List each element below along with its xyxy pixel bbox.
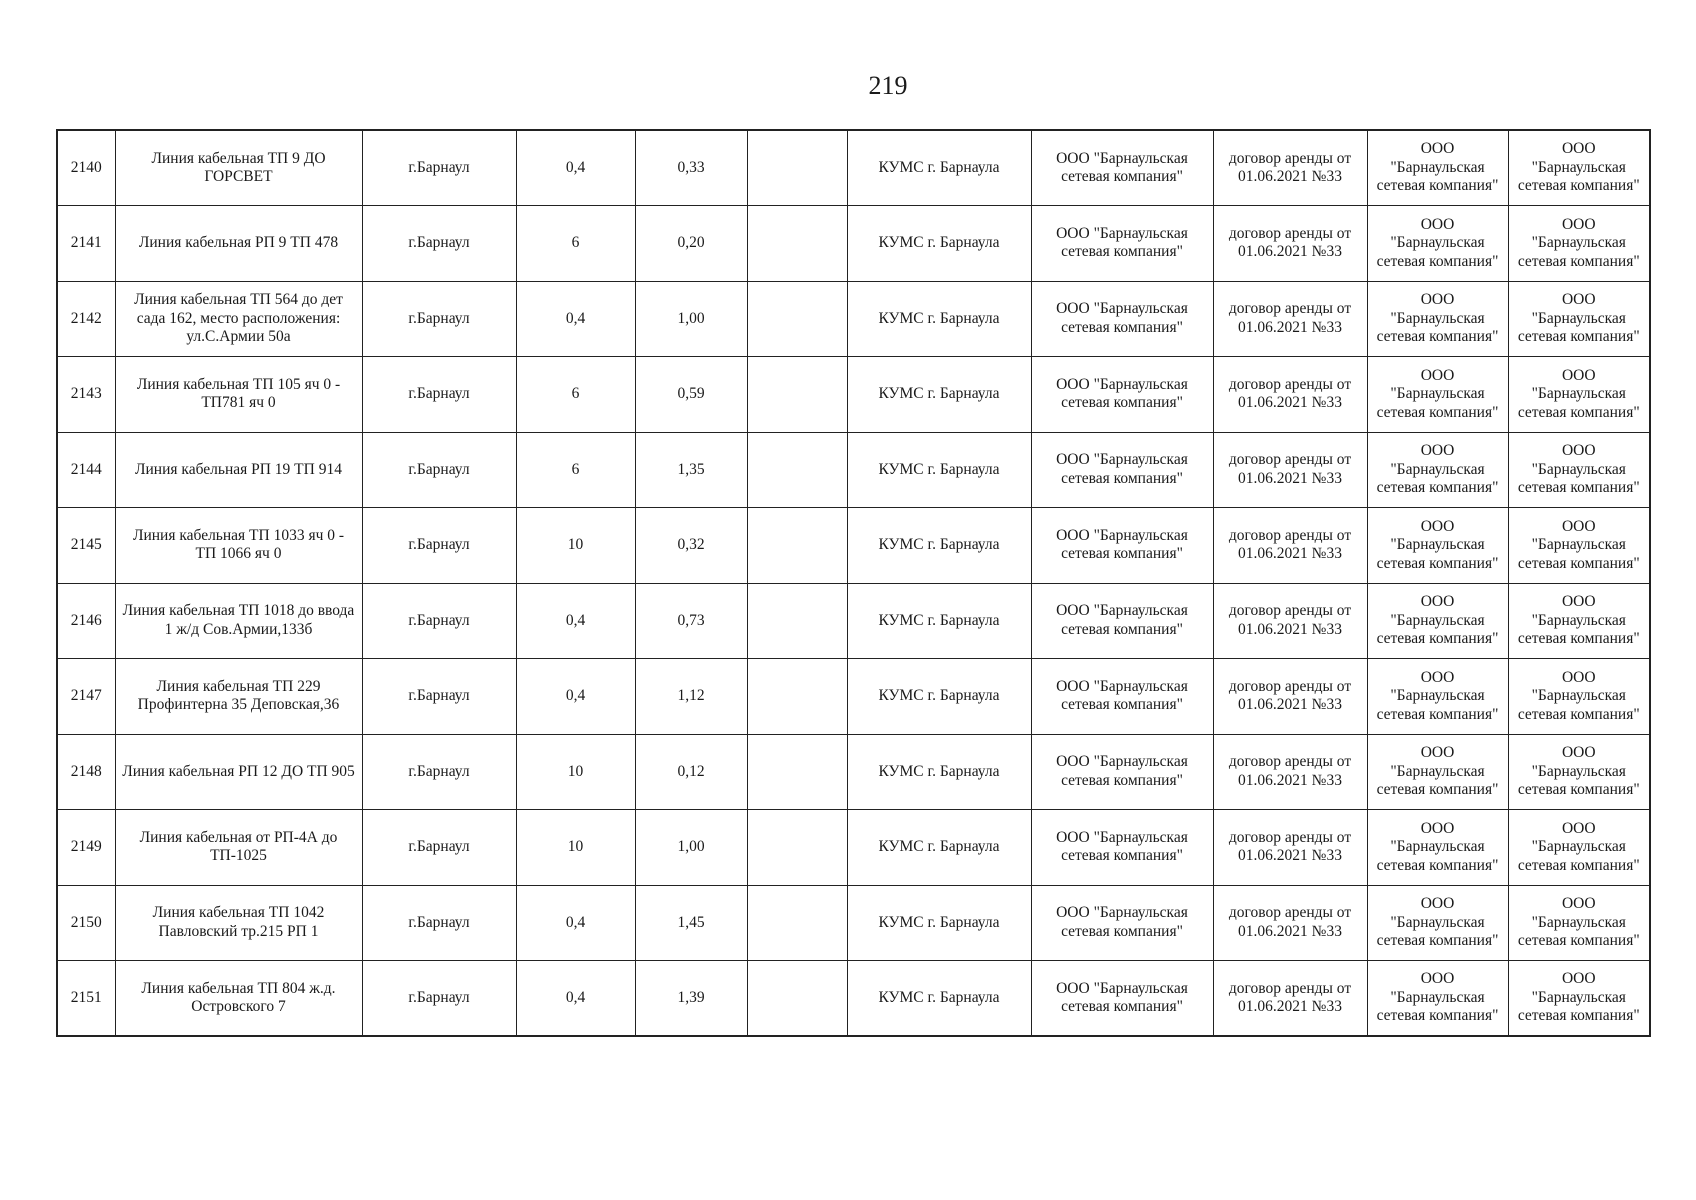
operator-cell: ООО "Барнаульская сетевая компания" — [1031, 810, 1213, 886]
row-number-cell: 2140 — [57, 130, 115, 206]
user-cell: ООО "Барнаульская сетевая компания" — [1508, 734, 1650, 810]
empty-cell — [747, 583, 847, 659]
object-name-cell: Линия кабельная ТП 229 Профинтерна 35 Деповская,36 — [115, 659, 362, 735]
holder-cell: ООО "Барнаульская сетевая компания" — [1367, 357, 1508, 433]
owner-cell: КУМС г. Барнаула — [847, 961, 1031, 1037]
table-row — [57, 961, 1650, 1037]
length-cell: 0,32 — [635, 508, 747, 584]
length-cell: 0,59 — [635, 357, 747, 433]
length-cell: 0,20 — [635, 206, 747, 282]
length-cell: 0,73 — [635, 583, 747, 659]
empty-cell — [747, 281, 847, 357]
owner-cell: КУМС г. Барнаула — [847, 583, 1031, 659]
row-number-cell: 2148 — [57, 734, 115, 810]
voltage-cell: 10 — [516, 508, 635, 584]
object-name-cell: Линия кабельная ТП 1018 до ввода 1 ж/д Сов.Армии,133б — [115, 583, 362, 659]
location-cell: г.Барнаул — [362, 206, 516, 282]
row-number-cell: 2141 — [57, 206, 115, 282]
table-row — [57, 734, 1650, 810]
row-number-cell: 2142 — [57, 281, 115, 357]
user-cell: ООО "Барнаульская сетевая компания" — [1508, 357, 1650, 433]
owner-cell: КУМС г. Барнаула — [847, 508, 1031, 584]
user-cell: ООО "Барнаульская сетевая компания" — [1508, 508, 1650, 584]
empty-cell — [747, 659, 847, 735]
table-row — [57, 432, 1650, 508]
row-number-cell: 2147 — [57, 659, 115, 735]
operator-cell: ООО "Барнаульская сетевая компания" — [1031, 659, 1213, 735]
operator-cell: ООО "Барнаульская сетевая компания" — [1031, 432, 1213, 508]
location-cell: г.Барнаул — [362, 810, 516, 886]
empty-cell — [747, 508, 847, 584]
length-cell: 0,33 — [635, 130, 747, 206]
owner-cell: КУМС г. Барнаула — [847, 734, 1031, 810]
row-number-cell: 2143 — [57, 357, 115, 433]
registry-table — [56, 129, 1651, 1037]
basis-cell: договор аренды от 01.06.2021 №33 — [1213, 206, 1367, 282]
basis-cell: договор аренды от 01.06.2021 №33 — [1213, 357, 1367, 433]
owner-cell: КУМС г. Барнаула — [847, 357, 1031, 433]
voltage-cell: 0,4 — [516, 885, 635, 961]
basis-cell: договор аренды от 01.06.2021 №33 — [1213, 508, 1367, 584]
user-cell: ООО "Барнаульская сетевая компания" — [1508, 659, 1650, 735]
voltage-cell: 0,4 — [516, 961, 635, 1037]
page-number: 219 — [868, 71, 908, 100]
location-cell: г.Барнаул — [362, 281, 516, 357]
row-number-cell: 2145 — [57, 508, 115, 584]
table-row — [57, 659, 1650, 735]
voltage-cell: 0,4 — [516, 659, 635, 735]
length-cell: 1,00 — [635, 810, 747, 886]
holder-cell: ООО "Барнаульская сетевая компания" — [1367, 659, 1508, 735]
location-cell: г.Барнаул — [362, 961, 516, 1037]
empty-cell — [747, 810, 847, 886]
object-name-cell: Линия кабельная ТП 1033 яч 0 - ТП 1066 яч 0 — [115, 508, 362, 584]
voltage-cell: 6 — [516, 432, 635, 508]
operator-cell: ООО "Барнаульская сетевая компания" — [1031, 281, 1213, 357]
operator-cell: ООО "Барнаульская сетевая компания" — [1031, 206, 1213, 282]
object-name-cell: Линия кабельная ТП 9 ДО ГОРСВЕТ — [115, 130, 362, 206]
operator-cell: ООО "Барнаульская сетевая компания" — [1031, 961, 1213, 1037]
holder-cell: ООО "Барнаульская сетевая компания" — [1367, 432, 1508, 508]
object-name-cell: Линия кабельная ТП 105 яч 0 - ТП781 яч 0 — [115, 357, 362, 433]
owner-cell: КУМС г. Барнаула — [847, 206, 1031, 282]
user-cell: ООО "Барнаульская сетевая компания" — [1508, 281, 1650, 357]
operator-cell: ООО "Барнаульская сетевая компания" — [1031, 734, 1213, 810]
user-cell: ООО "Барнаульская сетевая компания" — [1508, 961, 1650, 1037]
basis-cell: договор аренды от 01.06.2021 №33 — [1213, 810, 1367, 886]
basis-cell: договор аренды от 01.06.2021 №33 — [1213, 885, 1367, 961]
table-row — [57, 583, 1650, 659]
user-cell: ООО "Барнаульская сетевая компания" — [1508, 206, 1650, 282]
object-name-cell: Линия кабельная ТП 804 ж.д. Островского 7 — [115, 961, 362, 1037]
location-cell: г.Барнаул — [362, 130, 516, 206]
basis-cell: договор аренды от 01.06.2021 №33 — [1213, 130, 1367, 206]
row-number-cell: 2151 — [57, 961, 115, 1037]
owner-cell: КУМС г. Барнаула — [847, 281, 1031, 357]
holder-cell: ООО "Барнаульская сетевая компания" — [1367, 810, 1508, 886]
location-cell: г.Барнаул — [362, 432, 516, 508]
owner-cell: КУМС г. Барнаула — [847, 885, 1031, 961]
operator-cell: ООО "Барнаульская сетевая компания" — [1031, 130, 1213, 206]
voltage-cell: 0,4 — [516, 583, 635, 659]
voltage-cell: 6 — [516, 357, 635, 433]
location-cell: г.Барнаул — [362, 734, 516, 810]
voltage-cell: 0,4 — [516, 130, 635, 206]
empty-cell — [747, 432, 847, 508]
empty-cell — [747, 130, 847, 206]
basis-cell: договор аренды от 01.06.2021 №33 — [1213, 734, 1367, 810]
operator-cell: ООО "Барнаульская сетевая компания" — [1031, 885, 1213, 961]
user-cell: ООО "Барнаульская сетевая компания" — [1508, 130, 1650, 206]
table-body — [57, 130, 1650, 1036]
empty-cell — [747, 357, 847, 433]
row-number-cell: 2146 — [57, 583, 115, 659]
table-row — [57, 130, 1650, 206]
object-name-cell: Линия кабельная от РП-4А до ТП-1025 — [115, 810, 362, 886]
empty-cell — [747, 206, 847, 282]
length-cell: 1,35 — [635, 432, 747, 508]
holder-cell: ООО "Барнаульская сетевая компания" — [1367, 508, 1508, 584]
empty-cell — [747, 961, 847, 1037]
length-cell: 0,12 — [635, 734, 747, 810]
object-name-cell: Линия кабельная РП 19 ТП 914 — [115, 432, 362, 508]
basis-cell: договор аренды от 01.06.2021 №33 — [1213, 583, 1367, 659]
table-row — [57, 508, 1650, 584]
operator-cell: ООО "Барнаульская сетевая компания" — [1031, 357, 1213, 433]
user-cell: ООО "Барнаульская сетевая компания" — [1508, 885, 1650, 961]
voltage-cell: 0,4 — [516, 281, 635, 357]
holder-cell: ООО "Барнаульская сетевая компания" — [1367, 961, 1508, 1037]
row-number-cell: 2149 — [57, 810, 115, 886]
empty-cell — [747, 885, 847, 961]
voltage-cell: 10 — [516, 810, 635, 886]
operator-cell: ООО "Барнаульская сетевая компания" — [1031, 508, 1213, 584]
owner-cell: КУМС г. Барнаула — [847, 130, 1031, 206]
basis-cell: договор аренды от 01.06.2021 №33 — [1213, 961, 1367, 1037]
basis-cell: договор аренды от 01.06.2021 №33 — [1213, 432, 1367, 508]
user-cell: ООО "Барнаульская сетевая компания" — [1508, 583, 1650, 659]
table-row — [57, 810, 1650, 886]
row-number-cell: 2150 — [57, 885, 115, 961]
holder-cell: ООО "Барнаульская сетевая компания" — [1367, 206, 1508, 282]
voltage-cell: 10 — [516, 734, 635, 810]
location-cell: г.Барнаул — [362, 885, 516, 961]
object-name-cell: Линия кабельная ТП 564 до дет сада 162, место расположения: ул.С.Армии 50а — [115, 281, 362, 357]
table-row — [57, 357, 1650, 433]
user-cell: ООО "Барнаульская сетевая компания" — [1508, 432, 1650, 508]
table-row — [57, 206, 1650, 282]
holder-cell: ООО "Барнаульская сетевая компания" — [1367, 885, 1508, 961]
object-name-cell: Линия кабельная РП 9 ТП 478 — [115, 206, 362, 282]
length-cell: 1,39 — [635, 961, 747, 1037]
object-name-cell: Линия кабельная ТП 1042 Павловский тр.215 РП 1 — [115, 885, 362, 961]
length-cell: 1,00 — [635, 281, 747, 357]
row-number-cell: 2144 — [57, 432, 115, 508]
user-cell: ООО "Барнаульская сетевая компания" — [1508, 810, 1650, 886]
holder-cell: ООО "Барнаульская сетевая компания" — [1367, 281, 1508, 357]
owner-cell: КУМС г. Барнаула — [847, 432, 1031, 508]
empty-cell — [747, 734, 847, 810]
table-row — [57, 885, 1650, 961]
basis-cell: договор аренды от 01.06.2021 №33 — [1213, 659, 1367, 735]
location-cell: г.Барнаул — [362, 583, 516, 659]
object-name-cell: Линия кабельная РП 12 ДО ТП 905 — [115, 734, 362, 810]
operator-cell: ООО "Барнаульская сетевая компания" — [1031, 583, 1213, 659]
holder-cell: ООО "Барнаульская сетевая компания" — [1367, 583, 1508, 659]
holder-cell: ООО "Барнаульская сетевая компания" — [1367, 734, 1508, 810]
voltage-cell: 6 — [516, 206, 635, 282]
holder-cell: ООО "Барнаульская сетевая компания" — [1367, 130, 1508, 206]
length-cell: 1,12 — [635, 659, 747, 735]
location-cell: г.Барнаул — [362, 508, 516, 584]
owner-cell: КУМС г. Барнаула — [847, 659, 1031, 735]
owner-cell: КУМС г. Барнаула — [847, 810, 1031, 886]
location-cell: г.Барнаул — [362, 357, 516, 433]
basis-cell: договор аренды от 01.06.2021 №33 — [1213, 281, 1367, 357]
length-cell: 1,45 — [635, 885, 747, 961]
table-row — [57, 281, 1650, 357]
location-cell: г.Барнаул — [362, 659, 516, 735]
